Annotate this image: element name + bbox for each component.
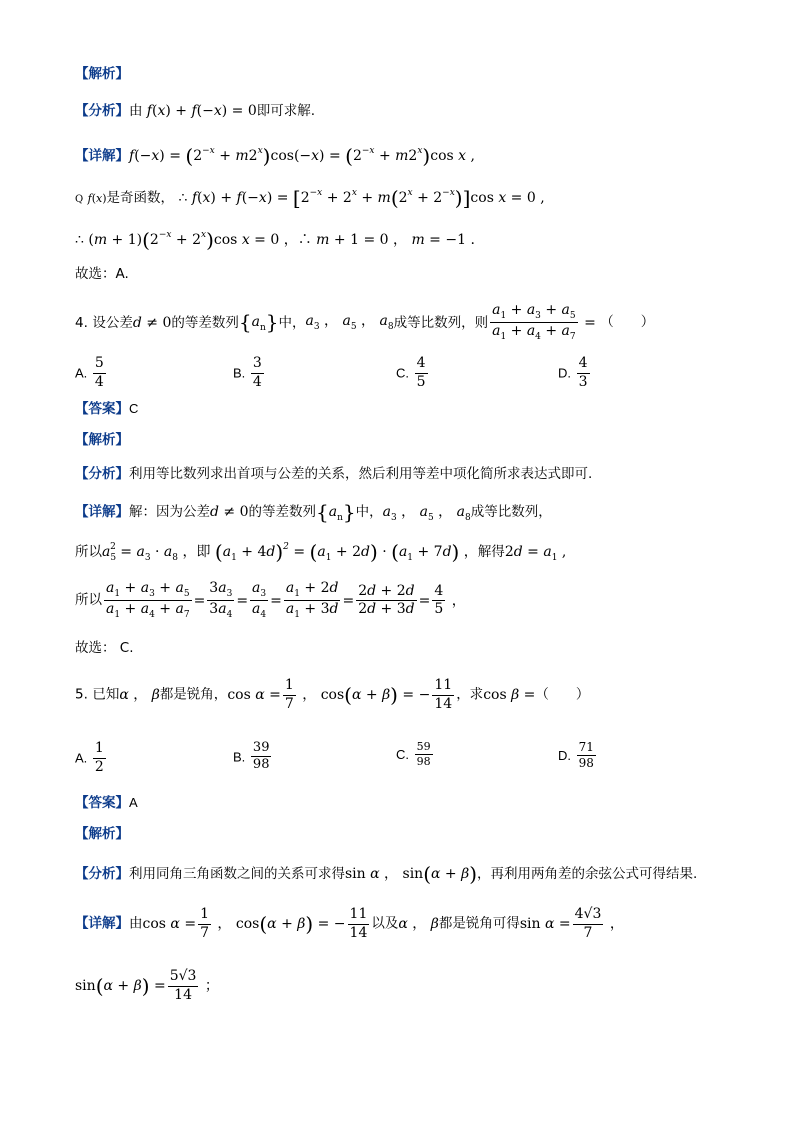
q4-number: 4. — [75, 314, 88, 331]
q5-detail-line: 【详解】由cos α = $\frac{1}{7}$ ， cos(α + β) = − $\frac{11}{14}$ 以及α ， β都是锐角可得sin α = $\frac{4√3}{7}$ ， — [75, 906, 624, 941]
answer-tag: 【答案】 — [75, 401, 129, 417]
q5-option-c: C. $\frac{59}{98}$ — [396, 740, 431, 768]
q4-stem-d: 成等比数列，则 — [393, 314, 489, 331]
q3-detail-line: 【详解】$f(-x) = (2^{-x} + m2^x)\cos(-x) = (2^{-x} + m2^x)\cos$ x , — [75, 144, 475, 168]
q5-stem: 5. 已知α ， β都是锐角，cos α = $\frac{1}{7}$ ， cos(α + β) = − $\frac{11}{14}$ ，求cos β =（ ） — [75, 677, 590, 712]
q4-stem: 4. 设公差d ≠ 0的等差数列$\{a_n\}$中，$a_3$ ， $a_5$ ， $a_8$成等比数列，则 $\frac{a_1 + a_3 + a_5}{a_1 + a_4 + a_7}$ = （ ） — [75, 302, 655, 343]
q4-paren: （ ） — [600, 314, 655, 330]
q5-answer: A — [129, 795, 138, 810]
q3-odd-line: Q f(x)是奇函数， ∴ $f(x) + f(-x) = [2^{-x} + 2^x + m(2^x + 2^{-x})]\cos$ x = 0 , — [75, 186, 545, 210]
q4-detail-line: 【详解】解：因为公差d ≠ 0的等差数列$\{a_n\}$中，$a_3$ ， $a_5$ ， $a_8$成等比数列， — [75, 500, 552, 524]
q4-option-a: A. $\frac{5}{4}$ — [75, 355, 104, 390]
q4-option-d: D. $\frac{4}{3}$ — [558, 355, 588, 390]
q3-fenxi-text: 即可求解. — [256, 103, 316, 119]
q3-q-symbol: Q — [75, 194, 84, 205]
q5-answer-line: 【答案】A — [75, 795, 138, 811]
analysis-tag: 【解析】 — [75, 66, 129, 82]
q5-analysis-tag: 【解析】 — [75, 826, 129, 842]
q4-derivation-line: 所以$a_5^2 = a_3 \cdot a_8$ ，即 $(a_1 + 4d)^2 = (a_1 + 2d) \cdot (a_1 + 7d)$ ，解得$2d = a_1$ , — [75, 540, 567, 564]
q5-fenxi-line: 【分析】利用同角三角函数之间的关系可求得sin α ， sin(α + β)，再利用两角差的余弦公式可得结果. — [75, 862, 698, 886]
xiangjie-tag: 【详解】 — [75, 148, 129, 164]
q4-option-b: B. $\frac{3}{4}$ — [233, 355, 262, 390]
q5-sin-sum-line: sin(α + β) = $\frac{5√3}{14}$ ； — [75, 968, 219, 1003]
fenxi-tag: 【分析】 — [75, 103, 129, 119]
q4-fenxi-text: 利用等比数列求出首项与公差的关系，然后利用等差中项化简所求表达式即可. — [129, 466, 593, 482]
q4-answer: C — [129, 401, 139, 416]
q5-option-a: A. $\frac{1}{2}$ — [75, 740, 104, 775]
q3-analysis-line: 【分析】由 f(x) + f(−x) = 0即可求解. — [75, 103, 316, 119]
q4-option-c: C. $\frac{4}{5}$ — [396, 355, 426, 390]
q4-analysis-tag: 【解析】 — [75, 432, 129, 448]
q4-choice: 故选： C. — [75, 640, 134, 656]
q5-number: 5. — [75, 686, 88, 703]
q3-odd-text: 是奇函数， — [106, 190, 175, 206]
q3-choice: 故选：A. — [75, 266, 129, 282]
q3-solve-line: ∴ $(m + 1)(2^{-x} + 2^x)\cos$ x = 0 ，∴ m + 1 = 0 ， m = −1 . — [75, 228, 475, 252]
q4-stem-a: 设公差 — [92, 314, 133, 331]
q4-stem-b: 的等差数列 — [171, 314, 239, 331]
q4-stem-c: 中， — [278, 314, 306, 331]
q5-option-b: B. $\frac{39}{98}$ — [233, 740, 270, 773]
q4-ratio-fraction: $\frac{a_1 + a_3 + a_5}{a_1 + a_4 + a_7}$ — [492, 302, 576, 343]
q4-fenxi-line: 【分析】利用等比数列求出首项与公差的关系，然后利用等差中项化简所求表达式即可. — [75, 466, 593, 482]
q4-result-line: 所以 $\frac{a_1 + a_3 + a_5}{a_1 + a_4 + a_7}$ = $\frac{3a_3}{3a_4}$ = $\frac{a_3}{a_4}$ = $\frac{a_1 + 2d}{a_1 + 3d}$ = $\frac{2d + 2d}{2d + 3d}$ = $\frac{4}{5}$ ， — [75, 580, 466, 621]
q5-option-d: D. $\frac{71}{98}$ — [558, 740, 594, 770]
q4-answer-line — [75, 402, 138, 417]
